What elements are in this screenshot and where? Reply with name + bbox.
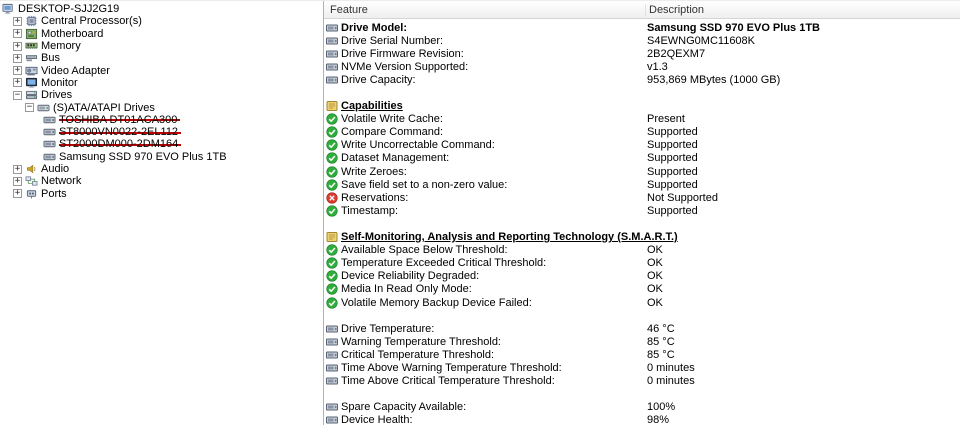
hdd-icon [43,126,56,138]
monitor-icon [25,77,38,89]
tree-item-st8000vn0022-2el112[interactable] [0,126,323,138]
table-row-self-monitoring-analysis-and-reporting-technology-s-m-a-r-t[interactable] [324,231,960,244]
table-row-device-reliability-degraded[interactable] [324,270,960,283]
feature-label: Device Health: [341,414,413,425]
table-row-drive-capacity[interactable] [324,73,960,86]
blank-row [324,86,960,99]
tree-item-central-processor-s[interactable] [0,15,323,27]
description-value: Supported [647,126,698,139]
device-tree-pane [0,1,324,425]
tree-item-ports[interactable] [0,187,323,199]
table-row-available-space-below-threshold[interactable] [324,244,960,257]
table-row-temperature-exceeded-critical-threshold[interactable] [324,257,960,270]
description-value: OK [647,257,663,270]
hdd-icon [43,138,56,150]
feature-label: Volatile Write Cache: [341,113,443,126]
description-value: 2B2QEXM7 [647,47,706,60]
tree-item-label: Central Processor(s) [41,15,142,28]
check-icon [326,270,339,282]
drive-icon [326,401,339,413]
tree-item-label: Memory [41,40,81,53]
section-icon [326,100,339,112]
feature-label: Time Above Critical Temperature Threshold: [341,375,555,388]
feature-label: Drive Capacity: [341,73,416,86]
tree-item-label: Video Adapter [41,64,110,77]
table-row-spare-capacity-available[interactable] [324,401,960,414]
feature-label: Spare Capacity Available: [341,401,467,414]
feature-label: Save field set to a non-zero value: [341,178,508,191]
description-value: Supported [647,178,698,191]
description-value: v1.3 [647,60,668,73]
feature-label: Warning Temperature Threshold: [341,335,501,348]
drives-icon [25,89,38,101]
motherboard-icon [25,28,38,40]
description-value: Present [647,113,685,126]
blank-row [324,388,960,401]
description-value: 0 minutes [647,375,695,388]
table-row-device-health[interactable] [324,414,960,425]
blank-row [324,309,960,322]
expander-icon[interactable]: + [14,28,21,39]
drive-icon [326,362,339,374]
table-row-drive-firmware-revision[interactable] [324,47,960,60]
feature-label: Critical Temperature Threshold: [341,348,495,361]
feature-label: Drive Temperature: [341,322,435,335]
hdd-icon [43,114,56,126]
tree-item-s-ata-atapi-drives[interactable] [0,101,323,113]
description-value: 85 °C [647,335,675,348]
tree-item-label: Drives [41,89,73,102]
table-header [324,1,960,19]
check-icon [326,283,339,295]
device-tree [0,3,323,200]
check-icon [326,257,339,269]
expander-icon[interactable]: + [14,15,21,26]
tree-item-label: Audio [41,163,70,175]
feature-label: Write Zeroes: [341,165,407,178]
description-value: Supported [647,139,698,152]
feature-table [324,19,960,425]
description-value: S4EWNG0MC11608K [647,34,756,47]
expander-icon[interactable]: + [14,163,21,174]
tree-item-network[interactable] [0,175,323,187]
tree-item-label: Motherboard [41,27,104,40]
expander-icon[interactable]: + [14,52,21,63]
feature-label: Device Reliability Degraded: [341,270,480,283]
table-row-drive-serial-number[interactable] [324,34,960,47]
feature-label: Self-Monitoring, Analysis and Reporting Technology (S.M.A.R.T.) [341,231,678,244]
table-row-time-above-critical-temperature-threshold[interactable] [324,375,960,388]
feature-label: Temperature Exceeded Critical Threshold: [341,257,547,270]
check-icon [326,205,339,217]
feature-label: Drive Firmware Revision: [341,47,464,60]
description-value: 98% [647,414,670,425]
hdd-icon [43,151,56,163]
check-icon [326,297,339,309]
feature-label: Available Space Below Threshold: [341,244,508,257]
table-row-nvme-version-supported[interactable] [324,60,960,73]
drive-icon [326,22,339,34]
table-row-volatile-memory-backup-device-failed[interactable] [324,296,960,309]
tree-item-drives[interactable] [0,89,323,101]
check-icon [326,152,339,164]
ports-icon [25,188,38,200]
tree-item-desktop-sjj2g19[interactable] [0,3,323,15]
description-value: Samsung SSD 970 EVO Plus 1TB [647,21,821,34]
table-row-reservations[interactable] [324,191,960,204]
expander-icon[interactable]: + [14,175,21,186]
feature-label: Dataset Management: [341,152,450,165]
section-icon [326,231,339,243]
description-value: OK [647,283,663,296]
description-value: OK [647,244,663,257]
feature-label: Compare Command: [341,126,444,139]
tree-item-label: Ports [41,187,67,200]
description-value: Supported [647,152,698,165]
tree-item-label: DESKTOP-SJJ2G19 [18,3,120,16]
tree-item-memory[interactable] [0,40,323,52]
tree-item-samsung-ssd-970-evo-plus-1tb[interactable] [0,151,323,163]
computer-icon [2,3,15,15]
description-value: 0 minutes [647,361,695,374]
tree-item-video-adapter[interactable] [0,64,323,76]
tree-item-label: ST2000DM000-2DM164 [59,138,181,150]
tree-item-st2000dm000-2dm164[interactable] [0,138,323,150]
table-row-write-uncorrectable-command[interactable] [324,139,960,152]
tree-item-label: Samsung SSD 970 EVO Plus 1TB [59,150,227,163]
table-row-save-field-set-to-a-non-zero-value[interactable] [324,178,960,191]
memory-icon [25,40,38,52]
drive-icon [326,74,339,86]
blank-row [324,217,960,230]
tree-item-motherboard[interactable] [0,28,323,40]
description-value: Not Supported [647,191,718,204]
feature-label: Write Uncorrectable Command: [341,139,495,152]
feature-label: Reservations: [341,191,409,204]
description-value: Supported [647,204,698,217]
description-value: 100% [647,401,676,414]
table-row-critical-temperature-threshold[interactable] [324,348,960,361]
tree-item-bus[interactable] [0,52,323,64]
check-icon [326,113,339,125]
feature-label: Volatile Memory Backup Device Failed: [341,296,532,309]
feature-label: NVMe Version Supported: [341,60,469,73]
drive-icon [326,323,339,335]
description-value: 46 °C [647,322,675,335]
description-value: 953,869 MBytes (1000 GB) [647,73,781,86]
tree-item-label: TOSHIBA DT01ACA300 [59,114,180,126]
expander-icon[interactable]: + [14,65,21,76]
feature-label: Media In Read Only Mode: [341,283,472,296]
feature-label: Capabilities [341,100,403,113]
table-row-warning-temperature-threshold[interactable] [324,335,960,348]
column-header-feature[interactable]: Feature [324,4,646,16]
drive-icon [326,35,339,47]
check-icon [326,126,339,138]
check-icon [326,166,339,178]
description-value: Supported [647,165,698,178]
tree-item-toshiba-dt01aca300[interactable] [0,114,323,126]
feature-label: Drive Model: [341,21,408,34]
description-value: 85 °C [647,348,675,361]
expander-icon[interactable]: + [14,188,21,199]
video-adapter-icon [25,65,38,77]
tree-item-audio[interactable] [0,163,323,175]
table-row-compare-command[interactable] [324,126,960,139]
table-row-timestamp[interactable] [324,204,960,217]
bus-icon [25,52,38,64]
description-value: OK [647,296,663,309]
check-icon [326,179,339,191]
network-icon [25,175,38,187]
drive-icon [326,349,339,361]
expander-icon[interactable]: + [14,77,21,88]
column-header-description[interactable]: Description [649,3,705,16]
check-icon [326,139,339,151]
sata-drives-icon [37,102,50,114]
table-row-drive-temperature[interactable] [324,322,960,335]
feature-label: Drive Serial Number: [341,34,444,47]
drive-icon [326,336,339,348]
tree-item-label: Bus [41,52,60,65]
table-row-time-above-warning-temperature-threshold[interactable] [324,361,960,374]
tree-item-label: ST8000VN0022-2EL112 [59,126,181,138]
tree-item-label: (S)ATA/ATAPI Drives [53,101,155,114]
drive-icon [326,414,339,425]
check-icon [326,244,339,256]
tree-item-label: Monitor [41,76,78,89]
expander-icon[interactable]: + [14,40,21,51]
cross-icon [326,192,339,204]
table-row-drive-model[interactable] [324,21,960,34]
feature-grid-pane [324,1,960,425]
expander-icon[interactable]: − [14,89,21,100]
table-row-media-in-read-only-mode[interactable] [324,283,960,296]
feature-label: Timestamp: [341,204,399,217]
tree-item-monitor[interactable] [0,77,323,89]
cpu-icon [25,15,38,27]
description-value: OK [647,270,663,283]
drive-icon [326,375,339,387]
feature-label: Time Above Warning Temperature Threshold: [341,361,562,374]
expander-icon[interactable]: − [26,102,33,113]
table-row-write-zeroes[interactable] [324,165,960,178]
drive-icon [326,61,339,73]
table-row-capabilities[interactable] [324,100,960,113]
tree-item-label: Network [41,175,82,188]
table-row-dataset-management[interactable] [324,152,960,165]
table-row-volatile-write-cache[interactable] [324,113,960,126]
audio-icon [25,163,38,175]
drive-icon [326,48,339,60]
